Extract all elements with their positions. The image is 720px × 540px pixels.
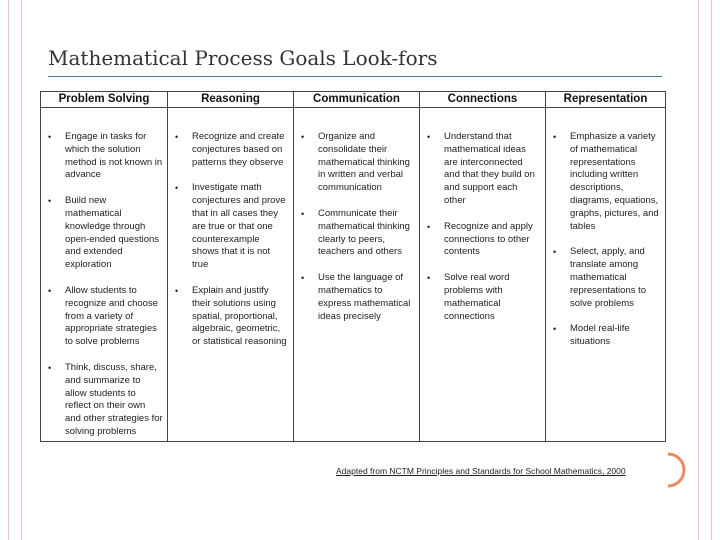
list-item: • Recognize and apply connections to other contents — [427, 220, 533, 258]
column-body-connections — [419, 108, 545, 441]
bullet-icon: • — [301, 132, 305, 142]
bullet-icon: • — [48, 362, 52, 373]
list-item: • Organize and consolidate their mathematical thinking in written and verbal communication — [301, 131, 410, 194]
bullet-list — [300, 131, 415, 323]
column-body-problem-solving — [41, 108, 167, 441]
bullet-icon: • — [427, 273, 431, 284]
bullet-icon: • — [48, 285, 52, 296]
list-item: • Explain and justify their solutions using spatial, proportional, algebraic, geometric, or statistical reasoning — [175, 284, 287, 348]
bullet-icon: • — [48, 196, 52, 207]
bullet-list — [47, 131, 163, 439]
bullet-icon: • — [301, 273, 305, 284]
bullet-icon: • — [553, 132, 557, 142]
list-item: • Emphasize a variety of mathematical representations including written descriptions, diagrams, equations, graphs, pictures, and tables — [553, 131, 659, 232]
title-underline — [48, 76, 662, 77]
list-item: • Select, apply, and translate among mathematical representations to solve problems — [553, 246, 647, 309]
slide-title: Mathematical Process Goals Look-fors — [48, 46, 438, 70]
list-item: • Think, discuss, share, and summarize to allow students to reflect on their own and other strategies for solving problems — [48, 361, 163, 437]
column-body-communication — [293, 108, 419, 441]
left-border-decoration — [8, 0, 22, 540]
look-fors-table — [40, 91, 666, 442]
list-item: • Understand that mathematical ideas are interconnected and that they build on and support each other — [427, 131, 535, 206]
column-header-connections: Connections — [419, 92, 545, 108]
bullet-list — [174, 131, 289, 349]
column-header-representation: Representation — [545, 92, 665, 108]
column-header-reasoning: Reasoning — [167, 92, 293, 108]
column-header-communication: Communication — [293, 92, 419, 108]
bullet-icon: • — [175, 285, 179, 296]
column-body-reasoning — [167, 108, 293, 441]
bullet-list — [426, 131, 541, 323]
column-body-representation — [545, 108, 665, 441]
orange-arc-decoration — [664, 452, 686, 488]
list-item: • Communicate their mathematical thinking clearly to peers, teachers and others — [301, 207, 410, 258]
bullet-icon: • — [48, 132, 52, 142]
list-item: • Model real-life situations — [553, 323, 630, 348]
list-item: • Use the language of mathematics to express mathematical ideas precisely — [301, 272, 411, 322]
list-item: • Recognize and create conjectures based on patterns they observe — [175, 131, 285, 168]
bullet-icon: • — [175, 132, 179, 142]
bullet-icon: • — [175, 183, 179, 194]
bullet-icon: • — [301, 208, 305, 219]
list-item: • Solve real word problems with mathematical connections — [427, 272, 510, 322]
bullet-icon: • — [553, 247, 557, 258]
bullet-list — [552, 131, 661, 349]
source-citation: Adapted from NCTM Principles and Standards for School Mathematics, 2000 — [336, 466, 626, 476]
bullet-icon: • — [427, 132, 431, 142]
list-item: • Investigate math conjectures and prove that in all cases they are true or that one counterexample shows that it is not true — [175, 182, 286, 271]
bullet-icon: • — [427, 221, 431, 232]
list-item: • Allow students to recognize and choose from a variety of appropriate strategies to solve problems — [48, 284, 158, 348]
bullet-icon: • — [553, 324, 557, 335]
list-item: • Build new mathematical knowledge through open-ended questions and extended exploration — [48, 195, 160, 271]
right-border-decoration — [698, 0, 712, 540]
column-header-problem-solving: Problem Solving — [41, 92, 167, 108]
list-item: • Engage in tasks for which the solution method is not known in advance — [48, 131, 163, 181]
